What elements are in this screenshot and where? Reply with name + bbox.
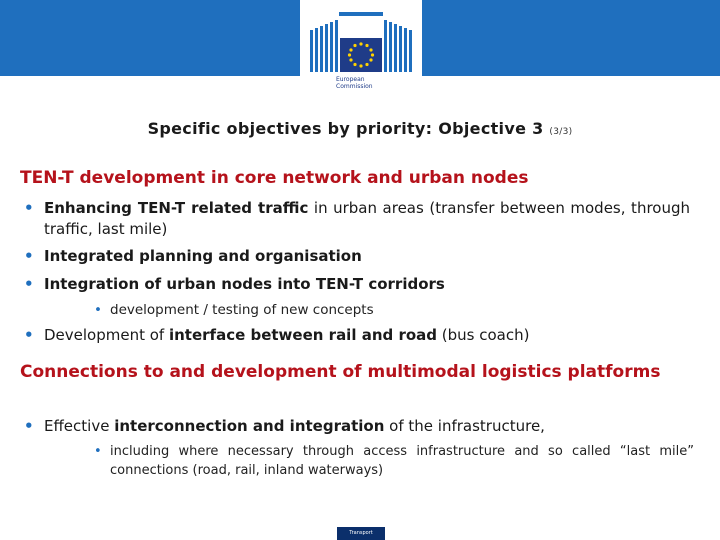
sub-list-item <box>92 442 694 480</box>
slide-title-suffix: (3/3) <box>549 127 573 137</box>
footer-transport-badge: Transport <box>337 527 385 540</box>
bullet-text: in urban areas (transfer between modes, through traffic, last mile) <box>44 199 690 238</box>
bullet-text: (bus coach) <box>437 326 530 344</box>
bullet-bold: interconnection and integration <box>114 417 385 435</box>
bullet-icon: • <box>24 326 34 344</box>
bullet-icon: • <box>24 199 34 217</box>
bullet-bold: interface between rail and road <box>168 326 438 344</box>
list-item <box>20 198 690 240</box>
european-commission-logo <box>300 0 422 98</box>
logo-text <box>336 76 373 90</box>
bullet-bold: Integrated planning and organisation <box>44 247 362 265</box>
sub-bullet-text: including where necessary through access infrastructure and so called “last mile” connections (road, rail, inland waterways) <box>110 444 694 478</box>
list-item <box>20 246 690 267</box>
bullet-text: of the infrastructure, <box>384 417 545 435</box>
sub-bullet-icon: • <box>94 444 102 459</box>
berlaymont-building-icon <box>308 8 414 74</box>
logo-text-european: European <box>336 76 365 83</box>
logo-text-commission: Commission <box>336 83 373 90</box>
bullet-bold: Integration of urban nodes into TEN-T corridors <box>44 275 445 293</box>
slide-title <box>0 119 720 138</box>
sub-bullet-icon: • <box>94 302 102 318</box>
bullet-text-pre: Effective <box>44 417 115 435</box>
list-item <box>20 274 690 295</box>
bullet-icon: • <box>24 247 34 265</box>
bullet-icon: • <box>24 275 34 293</box>
section2-heading: Connections to and development of multimodal logistics platforms <box>20 362 661 382</box>
slide-title-main: Specific objectives by priority: Objective 3 <box>147 119 544 138</box>
bullet-text-pre: Development of <box>44 326 169 344</box>
section1-heading: TEN-T development in core network and urban nodes <box>20 168 529 188</box>
bullet-bold: Enhancing TEN-T related traffic <box>44 199 309 217</box>
sub-bullet-text: development / testing of new concepts <box>110 302 374 318</box>
list-item <box>20 416 690 437</box>
sub-list-item <box>92 301 694 320</box>
bullet-icon: • <box>24 417 34 435</box>
list-item <box>20 325 690 346</box>
